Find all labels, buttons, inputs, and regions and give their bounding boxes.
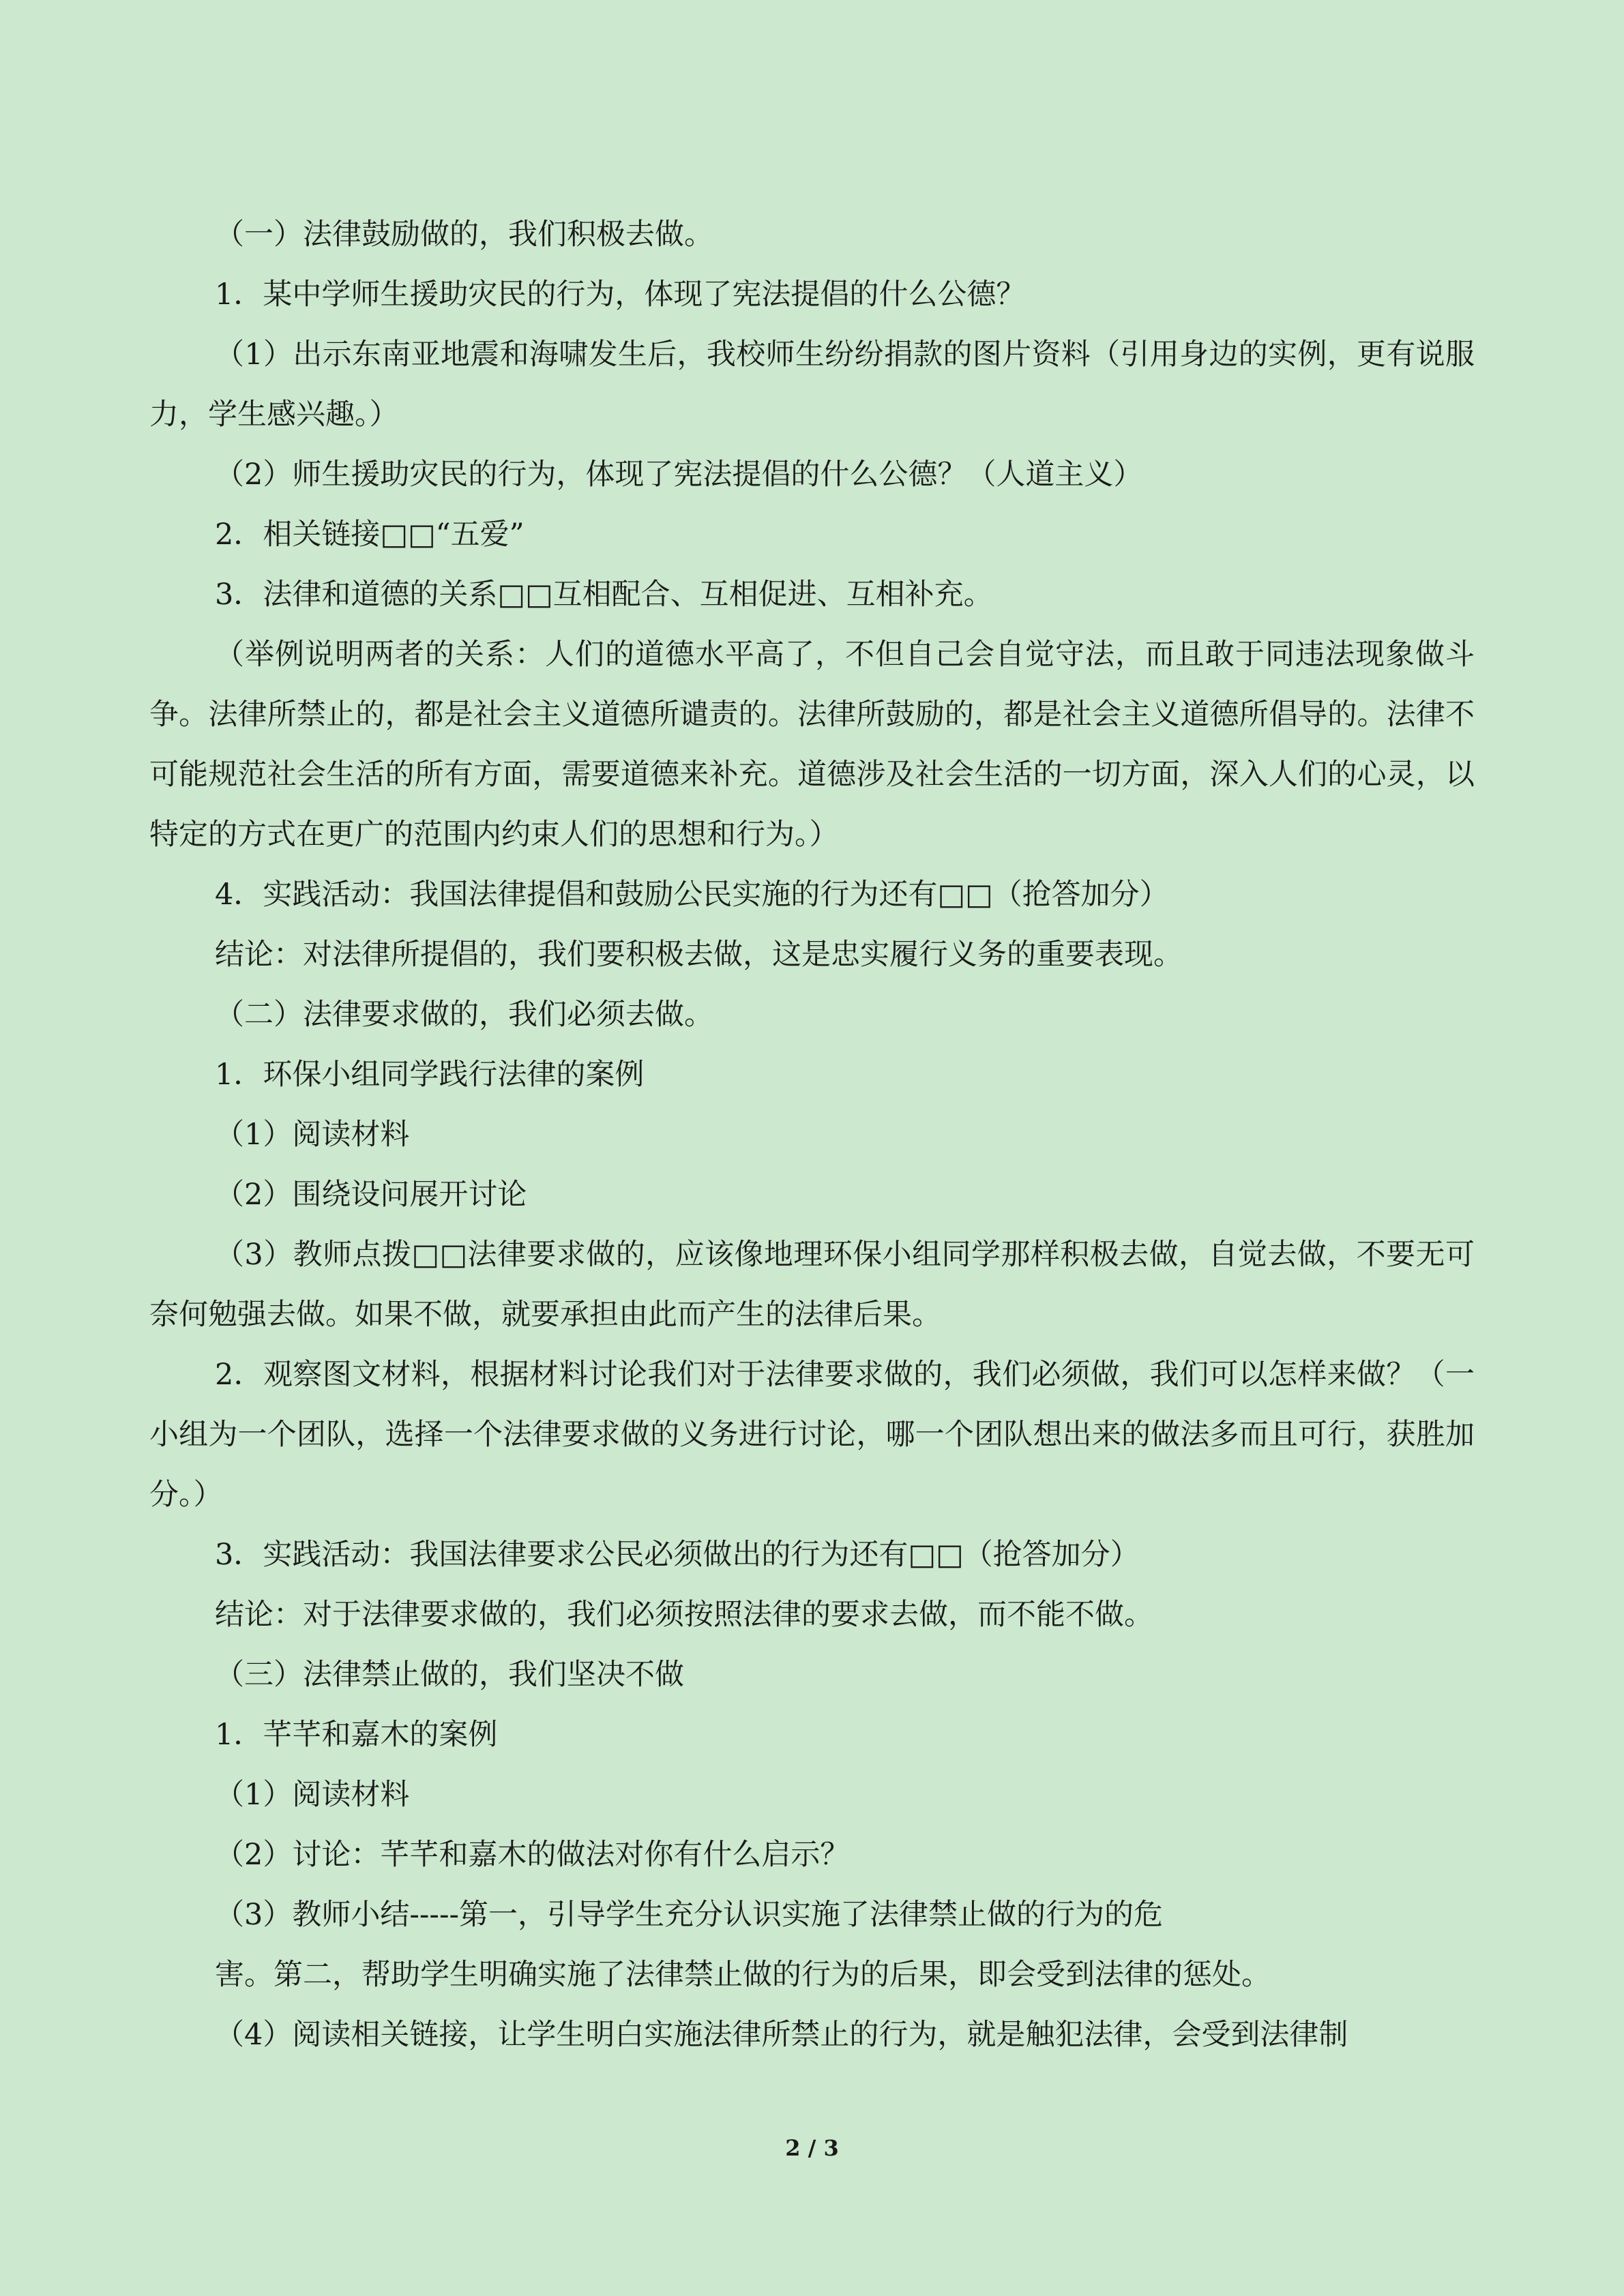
paragraph-2-3: 3．实践活动：我国法律要求公民必须做出的行为还有□□（抢答加分） xyxy=(215,1538,1140,1572)
paragraph-3-1-3-cont: 害。第二，帮助学生明确实施了法律禁止做的行为的后果，即会受到法律的惩处。 xyxy=(215,1958,1271,1992)
paragraph-2-1-3: （3）教师点拨□□法律要求做的，应该像地理环保小组同学那样积极去做，自觉去做，不要无可奈何勉强去做。如果不做，就要承担由此而产生的法律后果。 xyxy=(149,1238,1475,1332)
conclusion-1: 结论：对法律所提倡的，我们要积极去做，这是忠实履行义务的重要表现。 xyxy=(215,938,1183,972)
section-heading-3: （三）法律禁止做的，我们坚决不做 xyxy=(215,1658,684,1692)
paragraph-2-1-2: （2）围绕设问展开讨论 xyxy=(215,1178,527,1212)
paragraph-2-2: 2．观察图文材料，根据材料讨论我们对于法律要求做的，我们必须做，我们可以怎样来做？（一小组为一个团队，选择一个法律要求做的义务进行讨论，哪一个团队想出来的做法多而且可行，获胜加分。） xyxy=(149,1358,1475,1512)
paragraph-1-1: 1．某中学师生援助灾民的行为，体现了宪法提倡的什么公德？ xyxy=(215,278,1026,312)
paragraph-3-1-3: （3）教师小结-----第一，引导学生充分认识实施了法律禁止做的行为的危 xyxy=(215,1898,1164,1932)
section-heading-2: （二）法律要求做的，我们必须去做。 xyxy=(215,998,713,1032)
paragraph-3-1: 1．芊芊和嘉木的案例 xyxy=(215,1718,498,1752)
paragraph-2-1-1: （1）阅读材料 xyxy=(215,1118,410,1152)
page-number: 2 / 3 xyxy=(785,2135,839,2161)
conclusion-2: 结论：对于法律要求做的，我们必须按照法律的要求去做，而不能不做。 xyxy=(215,1598,1153,1632)
paragraph-1-1-1: （1）出示东南亚地震和海啸发生后，我校师生纷纷捐款的图片资料（引用身边的实例，更有说服力，学生感兴趣。） xyxy=(149,338,1475,432)
paragraph-1-3-example: （举例说明两者的关系：人们的道德水平高了，不但自己会自觉守法，而且敢于同违法现象做斗争。法律所禁止的，都是社会主义道德所谴责的。法律所鼓励的，都是社会主义道德所倡导的。法律不可能规范社会生活的所有方面，需要道德来补充。道德涉及社会生活的一切方面，深入人们的心灵，以特定的方式在更广的范围内约束人们的思想和行为。） xyxy=(149,638,1475,852)
paragraph-3-1-4: （4）阅读相关链接，让学生明白实施法律所禁止的行为，就是触犯法律，会受到法律制 xyxy=(215,2018,1348,2052)
paragraph-1-1-2: （2）师生援助灾民的行为，体现了宪法提倡的什么公德？（人道主义） xyxy=(215,458,1143,492)
paragraph-1-4: 4．实践活动：我国法律提倡和鼓励公民实施的行为还有□□（抢答加分） xyxy=(215,878,1169,912)
paragraph-3-1-1: （1）阅读材料 xyxy=(215,1778,410,1812)
paragraph-3-1-2: （2）讨论：芊芊和嘉木的做法对你有什么启示？ xyxy=(215,1838,850,1872)
paragraph-1-3: 3．法律和道德的关系□□互相配合、互相促进、互相补充。 xyxy=(215,578,993,612)
paragraph-2-1: 1．环保小组同学践行法律的案例 xyxy=(215,1058,645,1092)
paragraph-1-2: 2．相关链接□□“五爱” xyxy=(215,518,525,552)
section-heading-1: （一）法律鼓励做的，我们积极去做。 xyxy=(215,218,713,252)
